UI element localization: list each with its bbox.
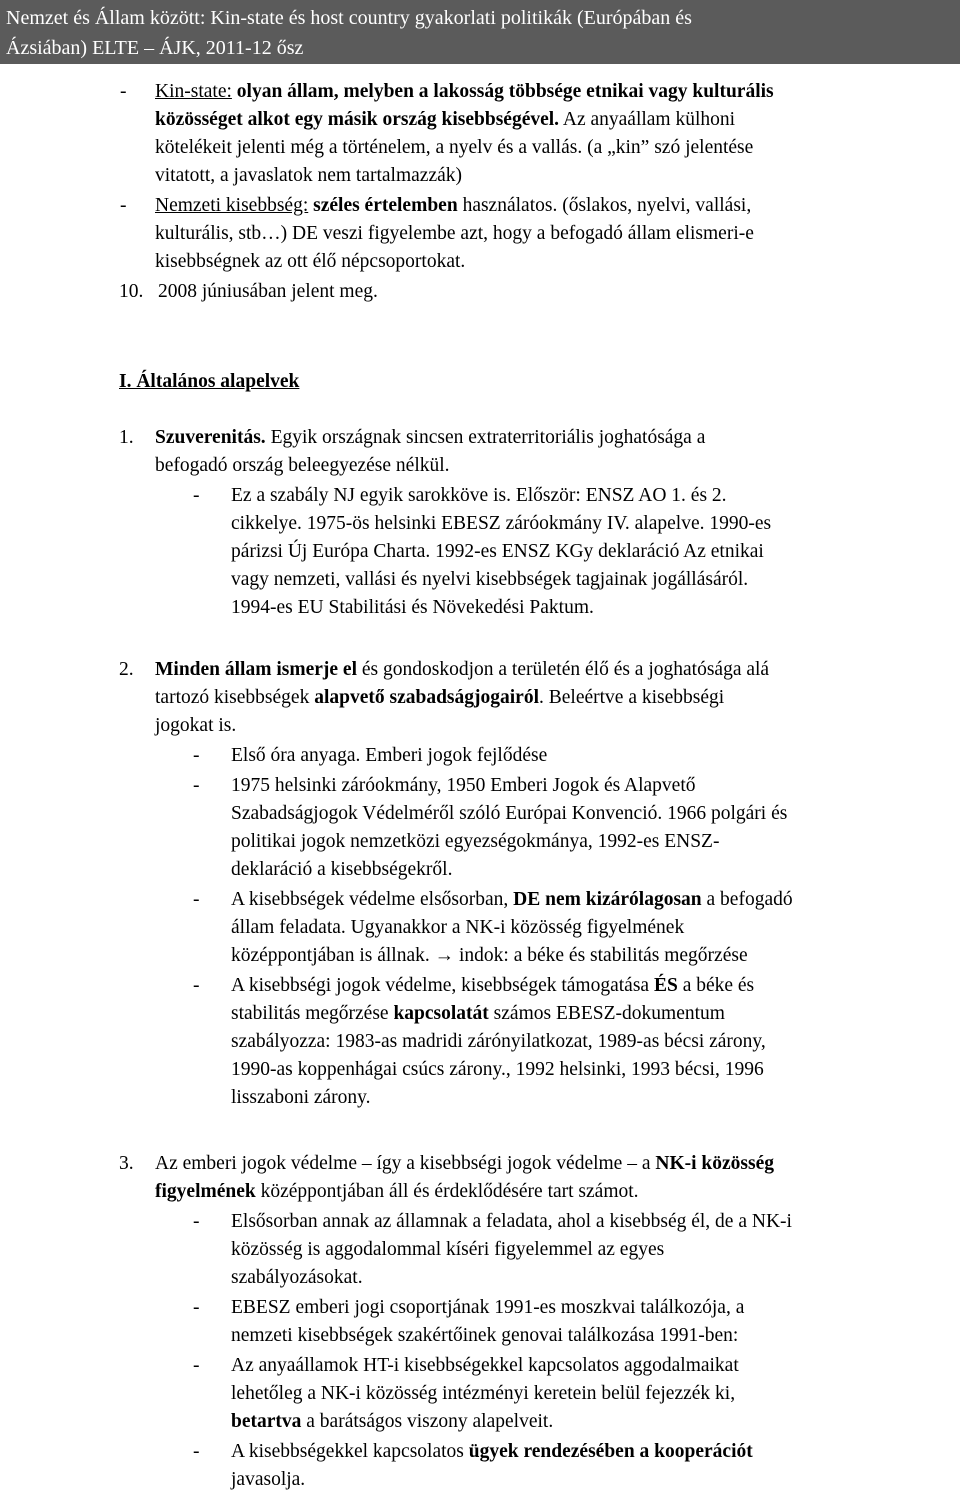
- national-minority-term: Nemzeti kisebbség:: [155, 195, 309, 216]
- number-1: 1.: [119, 427, 134, 448]
- bullet-dash: -: [120, 81, 127, 102]
- p1-bullet-line-1: Ez a szabály NJ egyik sarokköve is. Először: ENSZ AO 1. és 2.: [231, 485, 727, 506]
- bullet-dash: -: [193, 889, 200, 910]
- kin-state-line-4: vitatott, a javaslatok nem tartalmazzák): [155, 165, 462, 186]
- p2-bullet-2-line-3: politikai jogok nemzetközi egyezségokmánya, 1992-es ENSZ-: [231, 831, 720, 852]
- p2-line-2: tartozó kisebbségek alapvető szabadságjogairól. Beleértve a kisebbségi: [155, 687, 725, 708]
- arrow-right-icon: →: [434, 945, 455, 966]
- number-2: 2.: [119, 659, 134, 680]
- p3-bullet-1-line-1: Elsősorban annak az államnak a feladata, ahol a kisebbség él, de a NK-i: [231, 1211, 792, 1232]
- p3-bullet-2-line-2: nemzeti kisebbségek szakértőinek genovai találkozása 1991-ben:: [231, 1325, 739, 1346]
- section-title: I. Általános alapelvek: [119, 371, 300, 392]
- kin-state-line-2: közösséget alkot egy másik ország kisebbségével. Az anyaállam külhoni: [155, 109, 736, 130]
- number-10: 10.: [119, 281, 144, 302]
- p2-bullet-2-line-4: deklaráció a kisebbségekről.: [231, 859, 453, 880]
- p2-bullet-1: Első óra anyaga. Emberi jogok fejlődése: [231, 745, 548, 766]
- p1-bullet-line-3: párizsi Új Európa Charta. 1992-es ENSZ KGy deklaráció Az etnikai: [231, 541, 764, 562]
- national-minority-line-2: kulturális, stb…) DE veszi figyelembe azt, hogy a befogadó állam elismeri-e: [155, 223, 754, 244]
- p3-bullet-1-line-3: szabályozásokat.: [231, 1267, 363, 1288]
- p1-bullet-line-4: vagy nemzeti, vallási és nyelvi kisebbségek tagjainak jogállásáról.: [231, 569, 749, 590]
- bullet-dash: -: [193, 975, 200, 996]
- kin-state-term: Kin-state:: [155, 81, 232, 102]
- kin-state-line-1: Kin-state: olyan állam, melyben a lakosság többsége etnikai vagy kulturális: [155, 81, 774, 102]
- p2-bullet-3-line-3: középpontjában is állnak. → indok: a béke és stabilitás megőrzése: [231, 945, 748, 966]
- header-line-2: Ázsiában) ELTE – ÁJK, 2011-12 ősz: [6, 37, 304, 59]
- p1-title: Szuverenitás.: [155, 427, 266, 448]
- p2-bullet-3-line-2: állam feladata. Ugyanakkor a NK-i közösség figyelmének: [231, 917, 685, 938]
- p2-bullet-4-line-2: stabilitás megőrzése kapcsolatát számos EBESZ-dokumentum: [231, 1003, 725, 1024]
- p3-line-1: Az emberi jogok védelme – így a kisebbségi jogok védelme – a NK-i közösség: [155, 1153, 774, 1174]
- p3-bullet-4-line-2: javasolja.: [231, 1469, 306, 1490]
- national-minority-line-3: kisebbségnek az ott élő népcsoportokat.: [155, 251, 466, 272]
- p2-bullet-2-line-2: Szabadságjogok Védelméről szóló Európai Konvenció. 1966 polgári és: [231, 803, 788, 824]
- p2-line-1: Minden állam ismerje el és gondoskodjon a területén élő és a joghatósága alá: [155, 659, 770, 680]
- bullet-dash: -: [193, 485, 200, 506]
- p2-bullet-4-line-4: 1990-as koppenhágai csúcs zárony., 1992 helsinki, 1993 bécsi, 1996: [231, 1059, 764, 1080]
- p2-bullet-4-line-5: lisszaboni zárony.: [231, 1087, 371, 1108]
- p2-bullet-3-line-1: A kisebbségek védelme elsősorban, DE nem kizárólagosan a befogadó: [231, 889, 793, 910]
- bullet-dash: -: [193, 1211, 200, 1232]
- bullet-dash: -: [193, 745, 200, 766]
- p1-bullet-line-2: cikkelye. 1975-ös helsinki EBESZ záróokmány IV. alapelve. 1990-es: [231, 513, 772, 534]
- publication-date-line: 2008 júniusában jelent meg.: [158, 281, 378, 302]
- p3-bullet-2-line-1: EBESZ emberi jogi csoportjának 1991-es moszkvai találkozója, a: [231, 1297, 745, 1318]
- document-header: [0, 0, 960, 64]
- p3-bullet-3-line-3: betartva a barátságos viszony alapelveit.: [231, 1411, 554, 1432]
- p2-bullet-4-line-3: szabályozza: 1983-as madridi zárónyilatkozat, 1989-as bécsi zárony,: [231, 1031, 766, 1052]
- bullet-dash: -: [193, 1441, 200, 1462]
- p1-line-1: Szuverenitás. Egyik országnak sincsen extraterritoriális joghatósága a: [155, 427, 706, 448]
- p3-bullet-4-line-1: A kisebbségekkel kapcsolatos ügyek rendezésében a kooperációt: [231, 1441, 753, 1462]
- p2-line-3: jogokat is.: [155, 715, 237, 736]
- bullet-dash: -: [120, 195, 127, 216]
- bullet-dash: -: [193, 775, 200, 796]
- number-3: 3.: [119, 1153, 134, 1174]
- p3-bullet-1-line-2: közösség is aggodalommal kíséri figyelemmel az egyes: [231, 1239, 665, 1260]
- bullet-dash: -: [193, 1297, 200, 1318]
- p2-bullet-4-line-1: A kisebbségi jogok védelme, kisebbségek támogatása ÉS a béke és: [231, 975, 755, 996]
- national-minority-line-1: Nemzeti kisebbség: széles értelemben használatos. (őslakos, nyelvi, vallási,: [155, 195, 752, 216]
- kin-state-line-3: kötelékeit jelenti még a történelem, a nyelv és a vallás. (a „kin” szó jelentése: [155, 137, 754, 158]
- p3-bullet-3-line-1: Az anyaállamok HT-i kisebbségekkel kapcsolatos aggodalmaikat: [231, 1355, 739, 1376]
- p1-bullet-line-5: 1994-es EU Stabilitási és Növekedési Paktum.: [231, 597, 594, 618]
- p1-line-2: befogadó ország beleegyezése nélkül.: [155, 455, 450, 476]
- p3-line-2: figyelmének középpontjában áll és érdeklődésére tart számot.: [155, 1181, 639, 1202]
- p3-bullet-3-line-2: lehetőleg a NK-i közösség intézményi keretein belül fejezzék ki,: [231, 1383, 736, 1404]
- p2-bullet-2-line-1: 1975 helsinki záróokmány, 1950 Emberi Jogok és Alapvető: [231, 775, 696, 796]
- header-line-1: Nemzet és Állam között: Kin-state és host country gyakorlati politikák (Európában és: [6, 7, 692, 29]
- bullet-dash: -: [193, 1355, 200, 1376]
